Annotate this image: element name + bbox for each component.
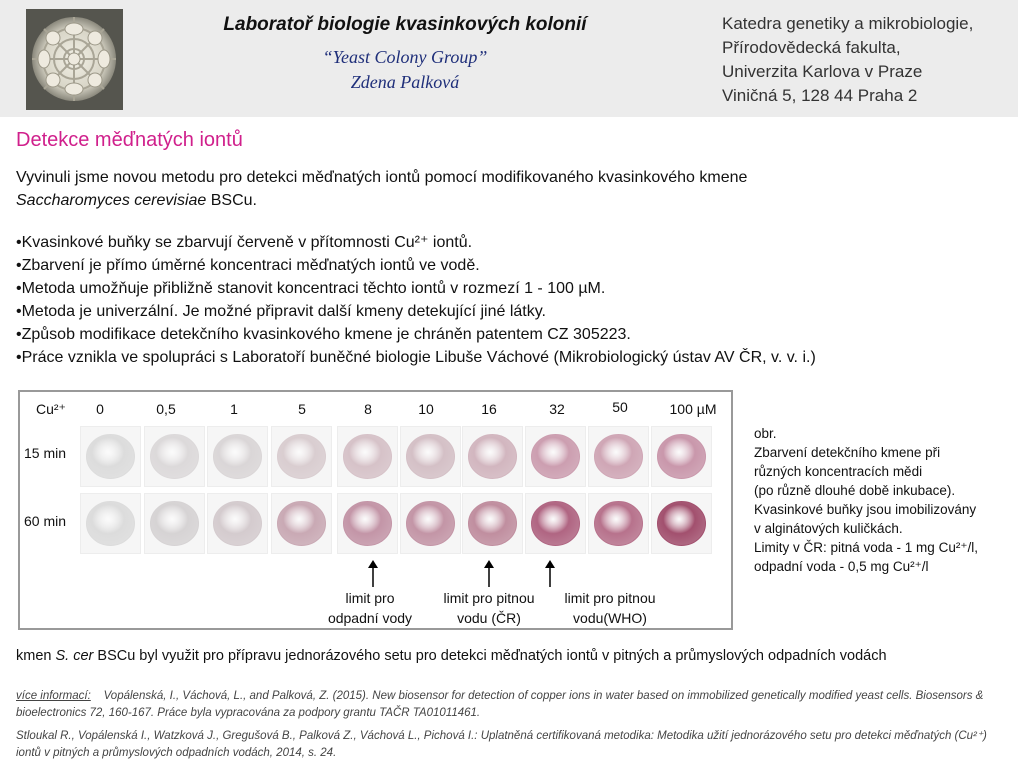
address-line: Přírodovědecká fakulta, bbox=[722, 38, 901, 57]
caption-line: odpadní voda - 0,5 mg Cu²⁺/l bbox=[754, 559, 929, 574]
colony-well bbox=[207, 493, 268, 554]
yeast-bead bbox=[400, 426, 461, 487]
limit-note-line: vodu (ČR) bbox=[457, 610, 521, 626]
limit-note-line: limit pro pitnou bbox=[443, 590, 535, 606]
caption-line: různých koncentracích mědi bbox=[754, 464, 923, 479]
yeast-bead bbox=[462, 426, 523, 487]
concentration-label: 32 bbox=[549, 401, 565, 417]
limit-note-line: limit pro bbox=[345, 590, 395, 606]
limit-note-line: odpadní vody bbox=[327, 610, 413, 626]
colony-well bbox=[651, 493, 712, 554]
yeast-bead bbox=[588, 426, 649, 487]
concentration-label: 8 bbox=[364, 401, 372, 417]
caption-line: Limity v ČR: pitná voda - 1 mg Cu²⁺/l, bbox=[754, 540, 978, 555]
colony-figure bbox=[18, 390, 733, 630]
concentration-label: 0,5 bbox=[156, 401, 176, 417]
colony-well bbox=[400, 426, 461, 487]
limit-note bbox=[550, 588, 670, 628]
yeast-bead bbox=[651, 426, 712, 487]
page-header bbox=[0, 0, 1018, 117]
yeast-bead bbox=[80, 493, 141, 554]
concentration-label: 10 bbox=[418, 401, 434, 417]
yeast-bead bbox=[337, 493, 398, 554]
yeast-bead bbox=[80, 426, 141, 487]
more-info-label: více informací: bbox=[16, 690, 91, 702]
intro-line-2 bbox=[16, 189, 747, 212]
concentration-label: 100 µM bbox=[669, 401, 717, 417]
yeast-bead bbox=[588, 493, 649, 554]
up-arrow-icon bbox=[544, 560, 556, 588]
bullet-item: •Metoda je univerzální. Je možné připravit další kmeny detekující jiné látky. bbox=[16, 303, 546, 320]
colony-well bbox=[462, 493, 523, 554]
address-line: Viničná 5, 128 44 Praha 2 bbox=[722, 86, 918, 105]
limit-note-line: vodu(WHO) bbox=[573, 610, 647, 626]
address-line: Univerzita Karlova v Praze bbox=[722, 62, 923, 81]
strain-usage-note bbox=[16, 648, 887, 664]
intro-paragraph bbox=[16, 166, 747, 212]
colony-well bbox=[80, 493, 141, 554]
concentration-label: 50 bbox=[612, 399, 628, 415]
kmen-prefix: kmen bbox=[16, 648, 56, 664]
figure-caption bbox=[754, 424, 978, 576]
caption-line: Zbarvení detekčního kmene při bbox=[754, 445, 941, 460]
address-block bbox=[722, 12, 973, 108]
kmen-rest: BSCu byl využit pro přípravu jednorázového setu pro detekci měďnatých iontů v pitných a průmyslových odpadních vodách bbox=[93, 648, 887, 664]
concentration-label: 1 bbox=[230, 401, 238, 417]
reference-1-text: Vopálenská, I., Váchová, L., and Palková, Z. (2015). New biosensor for detection of copper ions in water based on immobilized genetically modified yeast cells. Biosensors & bioelectronics 72, 160-167. Práce byla vypracována za podpory grantu TAČR TA01011461. bbox=[16, 690, 984, 719]
colony-well bbox=[271, 493, 332, 554]
colony-well bbox=[462, 426, 523, 487]
yeast-bead bbox=[144, 493, 205, 554]
bullet-item: •Práce vznikla ve spolupráci s Laboratoří buněčné biologie Libuše Váchové (Mikrobiologický ústav AV ČR, v. v. i.) bbox=[16, 349, 816, 366]
up-arrow-icon bbox=[367, 560, 379, 588]
references bbox=[16, 688, 1006, 762]
time-row-label: 15 min bbox=[24, 445, 67, 461]
caption-line: Kvasinkové buňky jsou imobilizovány bbox=[754, 502, 977, 517]
yeast-colony-logo bbox=[26, 9, 123, 110]
yeast-bead bbox=[207, 426, 268, 487]
yeast-bead bbox=[207, 493, 268, 554]
colony-well bbox=[207, 426, 268, 487]
yeast-bead bbox=[144, 426, 205, 487]
reference-1 bbox=[16, 688, 1006, 722]
colony-well bbox=[271, 426, 332, 487]
reference-2: Stloukal R., Vopálenská I., Watzková J., Gregušová B., Palková Z., Váchová L., Pichová I.: Uplatněná certifikovaná metodika: Metodika užití jednorázového setu pro detekci měďnatých (Cu²⁺) iontů v pitných a průmyslových odpadních vodách, 2014, s. 24. bbox=[16, 730, 987, 759]
time-row-label: 60 min bbox=[24, 513, 67, 529]
colony-well bbox=[144, 426, 205, 487]
colony-well bbox=[337, 426, 398, 487]
limit-note bbox=[310, 588, 430, 628]
yeast-bead bbox=[462, 493, 523, 554]
colony-well bbox=[144, 493, 205, 554]
concentration-label: 0 bbox=[96, 401, 104, 417]
yeast-bead bbox=[525, 493, 586, 554]
intro-line: Vyvinuli jsme novou metodu pro detekci měďnatých iontů pomocí modifikovaného kvasinkového kmene bbox=[16, 169, 748, 186]
caption-line: (po různě dlouhé době inkubace). bbox=[754, 483, 956, 498]
colony-well bbox=[337, 493, 398, 554]
yeast-bead bbox=[651, 493, 712, 554]
limit-note bbox=[429, 588, 549, 628]
up-arrow-icon bbox=[483, 560, 495, 588]
colony-well bbox=[400, 493, 461, 554]
address-line: Katedra genetiky a mikrobiologie, bbox=[722, 14, 974, 33]
bullet-item: •Způsob modifikace detekčního kvasinkového kmene je chráněn patentem CZ 305223. bbox=[16, 326, 631, 343]
colony-well bbox=[651, 426, 712, 487]
cu-label: Cu²⁺ bbox=[36, 401, 66, 417]
limit-note-line: limit pro pitnou bbox=[564, 590, 656, 606]
yeast-bead bbox=[271, 493, 332, 554]
colony-well bbox=[588, 426, 649, 487]
species-name: Saccharomyces cerevisiae bbox=[16, 192, 207, 209]
caption-obr: obr. bbox=[754, 426, 777, 441]
bullet-list bbox=[16, 231, 816, 369]
bullet-item: •Zbarvení je přímo úměrné koncentraci měďnatých iontů ve vodě. bbox=[16, 257, 480, 274]
section-title: Detekce měďnatých iontů bbox=[16, 129, 243, 151]
caption-line: v alginátových kuličkách. bbox=[754, 521, 903, 536]
concentration-label: 5 bbox=[298, 401, 306, 417]
author-name: Zdena Palková bbox=[350, 72, 460, 92]
concentration-label: 16 bbox=[481, 401, 497, 417]
colony-well bbox=[588, 493, 649, 554]
yeast-bead bbox=[337, 426, 398, 487]
yeast-bead bbox=[400, 493, 461, 554]
strain-name: BSCu. bbox=[206, 192, 257, 209]
yeast-bead bbox=[525, 426, 586, 487]
yeast-bead bbox=[271, 426, 332, 487]
kmen-species: S. cer bbox=[55, 648, 94, 664]
bullet-item: •Kvasinkové buňky se zbarvují červeně v přítomnosti Cu²⁺ iontů. bbox=[16, 234, 473, 251]
colony-well bbox=[525, 426, 586, 487]
group-name: “Yeast Colony Group” bbox=[322, 47, 488, 67]
colony-well bbox=[80, 426, 141, 487]
bullet-item: •Metoda umožňuje přibližně stanovit koncentraci těchto iontů v rozmezí 1 - 100 µM. bbox=[16, 280, 606, 297]
lab-title: Laboratoř biologie kvasinkových kolonií bbox=[223, 14, 587, 35]
colony-well bbox=[525, 493, 586, 554]
